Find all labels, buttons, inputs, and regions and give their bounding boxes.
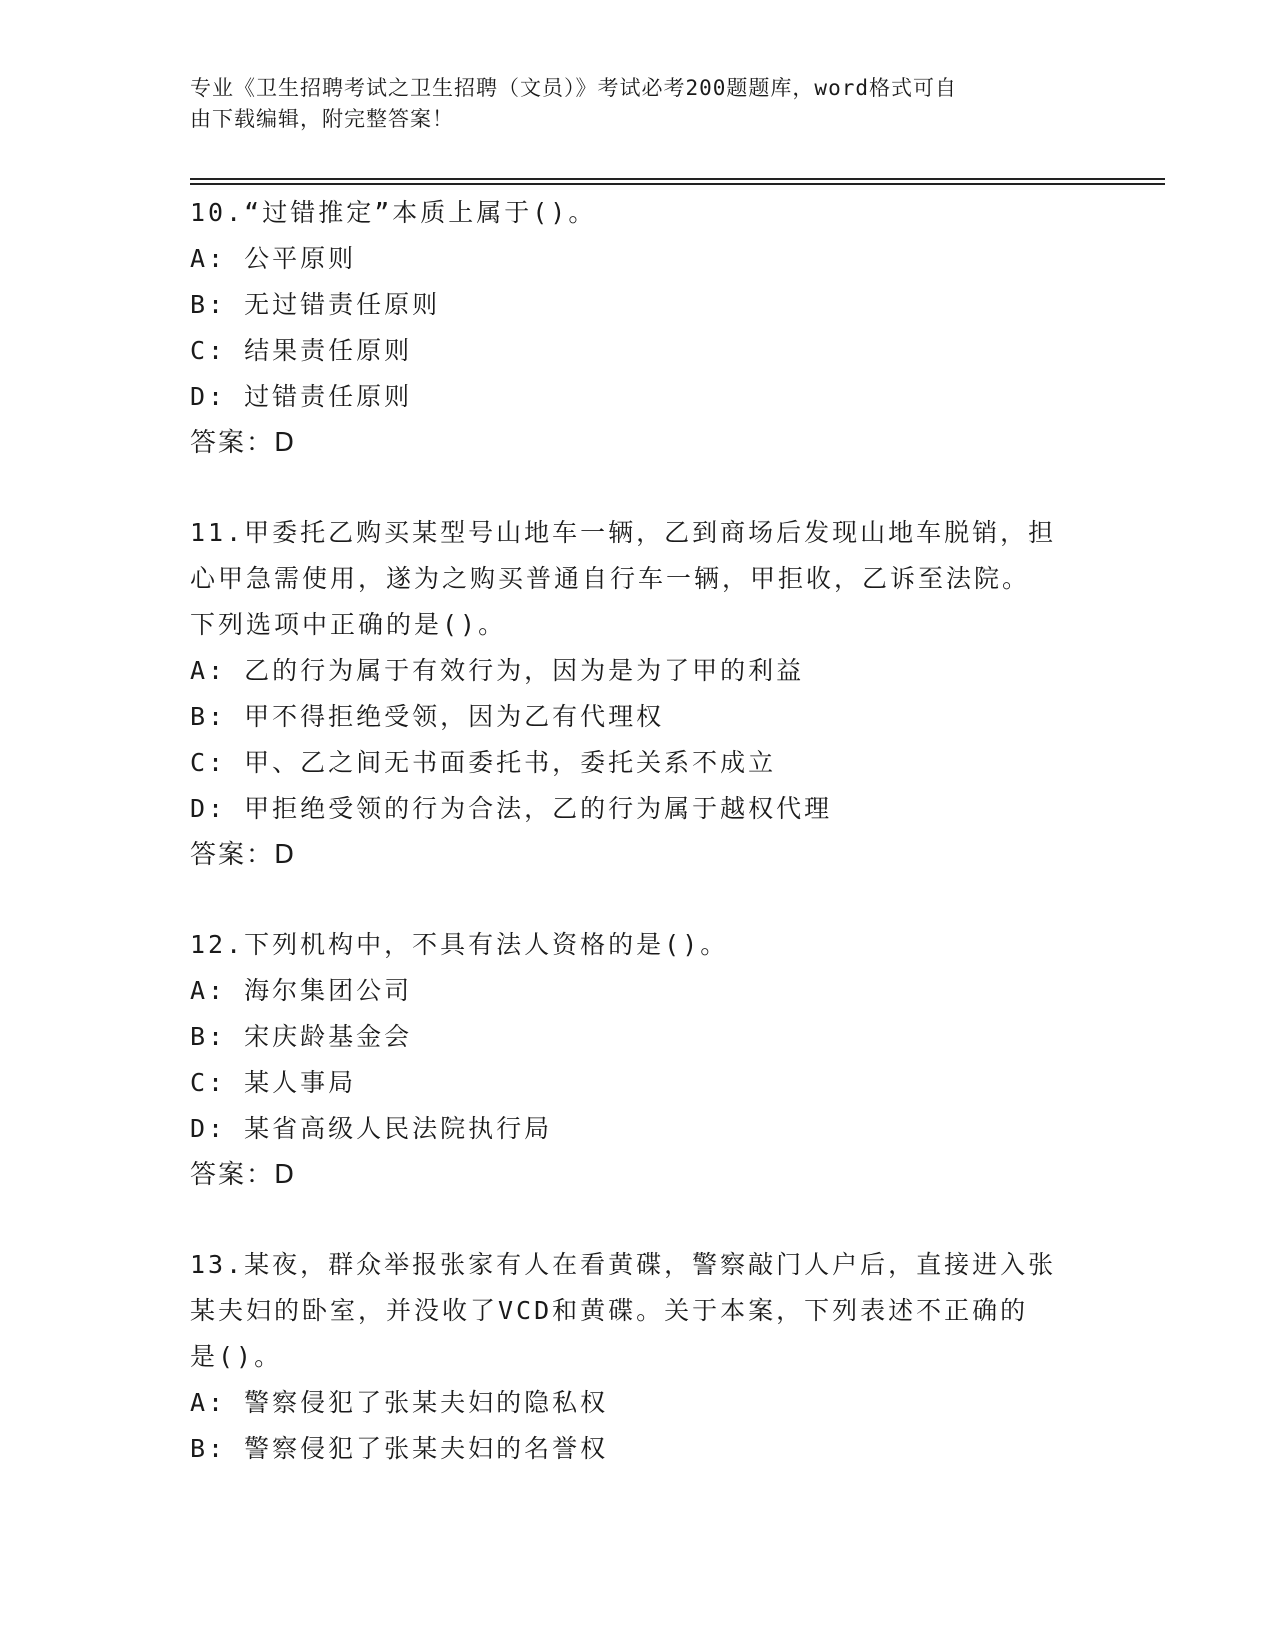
question-stem: 下列选项中正确的是()。 xyxy=(190,610,507,639)
answer: 答案：D xyxy=(190,840,297,870)
question-stem: 某夫妇的卧室，并没收了VCD和黄碟。关于本案，下列表述不正确的 xyxy=(190,1296,1029,1325)
header-divider-top xyxy=(190,178,1165,180)
option-c: C: 甲、乙之间无书面委托书，委托关系不成立 xyxy=(190,748,777,777)
question-list xyxy=(190,190,1090,1472)
option-b: B: 警察侵犯了张某夫妇的名誉权 xyxy=(190,1434,609,1463)
question-11 xyxy=(190,510,1090,878)
option-a: A: 海尔集团公司 xyxy=(190,976,413,1005)
question-stem: 心甲急需使用，遂为之购买普通自行车一辆，甲拒收，乙诉至法院。 xyxy=(190,564,1031,593)
option-b: B: 无过错责任原则 xyxy=(190,290,441,319)
option-a: A: 公平原则 xyxy=(190,244,357,273)
question-stem: 11.甲委托乙购买某型号山地车一辆，乙到商场后发现山地车脱销，担 xyxy=(190,518,1057,547)
question-stem: 13.某夜，群众举报张家有人在看黄碟，警察敲门人户后，直接进入张 xyxy=(190,1250,1057,1279)
question-13 xyxy=(190,1242,1090,1472)
option-a: A: 乙的行为属于有效行为，因为是为了甲的利益 xyxy=(190,656,805,685)
answer: 答案：D xyxy=(190,428,297,458)
option-d: D: 某省高级人民法院执行局 xyxy=(190,1114,553,1143)
option-a: A: 警察侵犯了张某夫妇的隐私权 xyxy=(190,1388,609,1417)
question-12 xyxy=(190,922,1090,1198)
option-c: C: 某人事局 xyxy=(190,1068,357,1097)
question-stem: 10.“过错推定”本质上属于()。 xyxy=(190,198,597,227)
header-line-1: 专业《卫生招聘考试之卫生招聘（文员）》考试必考200题题库，word格式可自 xyxy=(190,76,957,100)
answer: 答案：D xyxy=(190,1160,297,1190)
document-header xyxy=(190,73,1070,135)
header-divider-bottom xyxy=(190,183,1165,185)
header-line-2: 由下载编辑，附完整答案！ xyxy=(190,107,454,131)
option-d: D: 甲拒绝受领的行为合法，乙的行为属于越权代理 xyxy=(190,794,833,823)
question-stem: 是()。 xyxy=(190,1342,283,1371)
option-c: C: 结果责任原则 xyxy=(190,336,413,365)
option-d: D: 过错责任原则 xyxy=(190,382,413,411)
option-b: B: 甲不得拒绝受领，因为乙有代理权 xyxy=(190,702,665,731)
question-stem: 12.下列机构中，不具有法人资格的是()。 xyxy=(190,930,729,959)
question-10 xyxy=(190,190,1090,466)
option-b: B: 宋庆龄基金会 xyxy=(190,1022,413,1051)
